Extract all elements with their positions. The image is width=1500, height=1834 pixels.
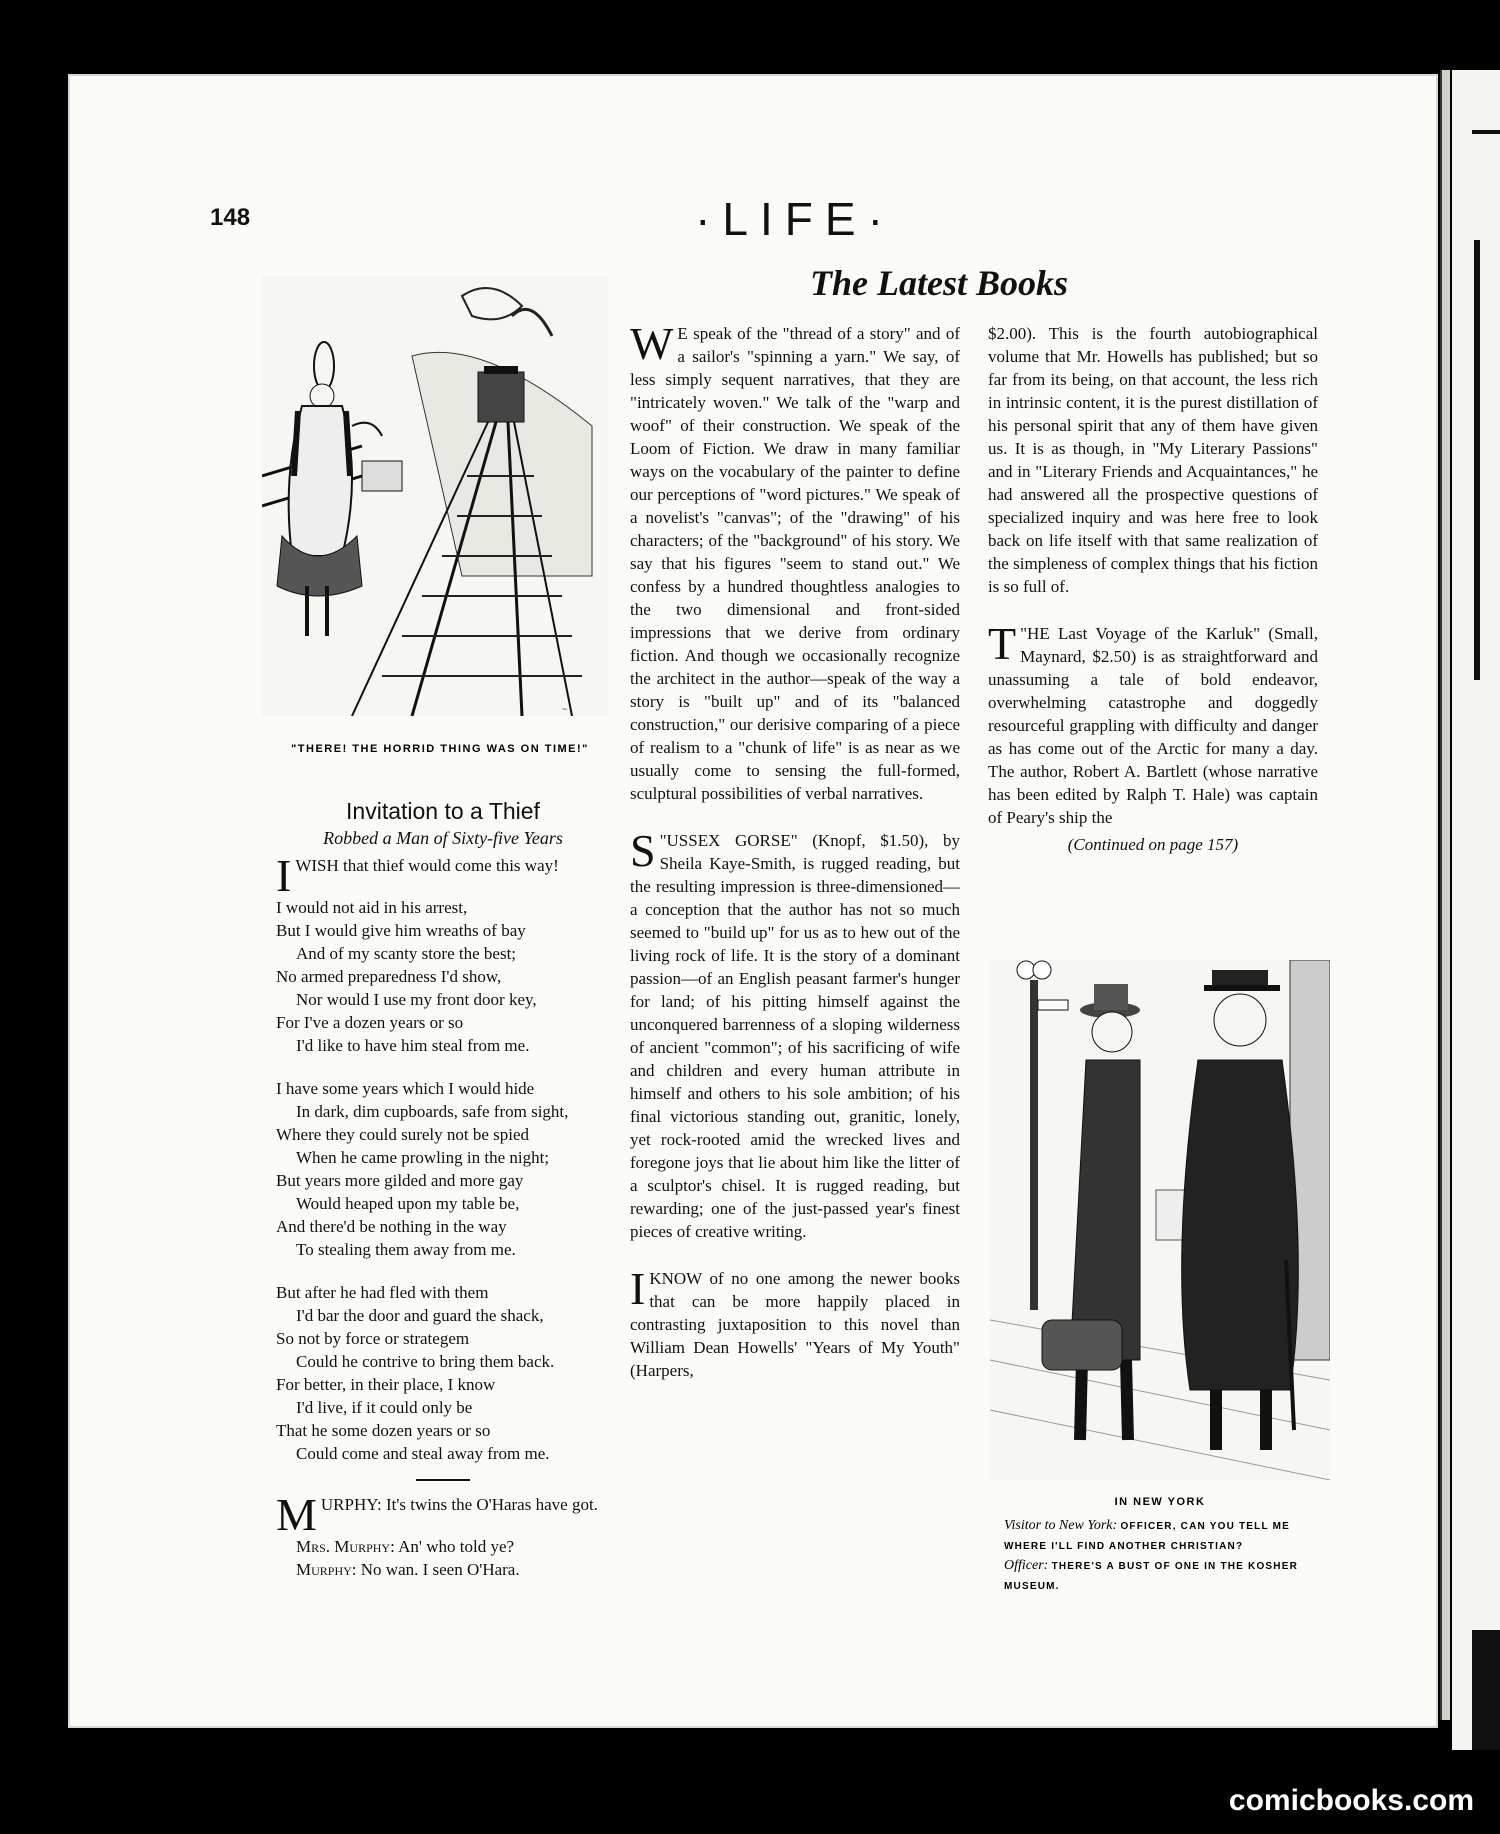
poem-line: Could come and steal away from me. <box>296 1444 550 1463</box>
poem-line: In dark, dim cupboards, safe from sight, <box>296 1102 569 1121</box>
review-column-right <box>988 322 1318 856</box>
review-text: "USSEX GORSE" (Knopf, $1.50), by Sheila Kaye-Smith, is rugged reading, but the resulting impression is three-dimensioned—a conception that the author has not so much seemed to "build up" for us as to hew out of the living rock of life. It is the story of a dominant passion—of an English peasant farmer's hunger for land; of his pitting himself against the unconquered barrenness of a sloping wilderness of ancient "common"; of his sacrificing of wife and children and every human attribute in himself and others to his sole ambition; of his final victorious standing out, granitic, lonely, yet rock-rooted amid the wrecked lives and foregone joys that lie about him like the litter of a sculptor's chisel. It is rugged reading, but rewarding; one of the just-passed year's finest pieces of creative writing. <box>630 831 960 1241</box>
joke-line: URPHY: It's twins the O'Haras have got. <box>320 1495 598 1514</box>
review-dropcap: T <box>988 618 1017 669</box>
review-dropcap: I <box>630 1263 646 1314</box>
review-text: E speak of the "thread of a story" and of a sailor's "spinning a yarn." We say, of less simply sequent narratives, that they are "intricately woven." We talk of the "warp and woof" of their construction. We speak of the Loom of Fiction. We draw in many familiar ways on the vocabulary of the painter to define our perceptions of "word pictures." We speak of a novelist's "canvas"; of the "drawing" of his characters; of the "background" of his story. We say that his figures "seem to stand out." We confess by a hundred thoughtless analogies to the two dimensional and front-sided impressions that we derive from ordinary fiction. And though we occasionally recognize the architect in the author—speak of the way a story is "built up" and of its "balanced construction," our derisive comparing of a piece of realism to a "chunk of life" is as near as we usually come to sensing the full-formed, sculptural possibilities of verbal narratives. <box>630 324 960 803</box>
poem-line: I'd like to have him steal from me. <box>296 1036 530 1055</box>
joke-line: No wan. I seen O'Hara. <box>360 1560 520 1579</box>
site-watermark: comicbooks.com <box>1228 1784 1474 1817</box>
review-dropcap: W <box>630 318 674 369</box>
poem-line: But after he had fled with them <box>276 1283 489 1302</box>
ny-line-officer: THERE'S A BUST OF ONE IN THE KOSHER MUSEUM. <box>1004 1561 1299 1592</box>
poem-line: When he came prowling in the night; <box>296 1148 550 1167</box>
svg-text:~: ~ <box>562 704 568 714</box>
joke-speaker: Murphy: <box>296 1560 357 1579</box>
poem-line: That he some dozen years or so <box>276 1421 491 1440</box>
poem-line: For I've a dozen years or so <box>276 1013 464 1032</box>
poem-stanza-1 <box>276 850 610 1057</box>
ny-speaker-visitor: Visitor to New York: <box>1004 1518 1118 1533</box>
poem-line: I'd live, if it could only be <box>296 1398 473 1417</box>
poem-stanza-2 <box>276 1077 610 1261</box>
poem-line: For better, in their place, I know <box>276 1375 496 1394</box>
ny-speaker-officer: Officer: <box>1004 1558 1049 1573</box>
joke-speaker: Mrs. Murphy: <box>296 1537 395 1556</box>
joke-dropcap: M <box>276 1489 317 1540</box>
poem-line: And there'd be nothing in the way <box>276 1217 507 1236</box>
continued-note: (Continued on page 157) <box>1067 835 1239 854</box>
poem-line: But years more gilded and more gay <box>276 1171 524 1190</box>
poem-line: And of my scanty store the best; <box>296 944 517 963</box>
poem-line: I'd bar the door and guard the shack, <box>296 1306 544 1325</box>
review-paragraph <box>630 825 960 1243</box>
poem-line: No armed preparedness I'd show, <box>276 967 502 986</box>
section-title: The Latest Books <box>810 263 1068 303</box>
poem-line: Where they could surely not be spied <box>276 1125 530 1144</box>
review-paragraph <box>988 618 1318 829</box>
review-paragraph <box>630 1263 960 1382</box>
ny-caption-dialog <box>1004 1516 1320 1596</box>
poem-line: WISH that thief would come this way! <box>295 856 559 875</box>
poem-subtitle: Robbed a Man of Sixty-five Years <box>323 828 563 848</box>
review-dropcap: S <box>630 825 656 876</box>
poem-line: Would heaped upon my table be, <box>296 1194 520 1213</box>
train-caption: "THERE! THE HORRID THING WAS ON TIME!" <box>291 743 589 755</box>
poem-line: Could he contrive to bring them back. <box>296 1352 555 1371</box>
poem-line: I would not aid in his arrest, <box>276 898 468 917</box>
poem-title: Invitation to a Thief <box>346 798 540 824</box>
review-paragraph <box>630 318 960 805</box>
page-number: 148 <box>210 204 251 231</box>
poem-line: Nor would I use my front door key, <box>296 990 537 1009</box>
divider-rule <box>416 1479 470 1481</box>
poem-line: So not by force or strategem <box>276 1329 470 1348</box>
ny-caption-title: IN NEW YORK <box>1114 1496 1206 1508</box>
masthead: ·LIFE· <box>695 193 895 245</box>
review-text: "HE Last Voyage of the Karluk" (Small, Maynard, $2.50) is as straightforward and unassuming a tale of bold endeavor, overwhelming catastrophe and doggedly resourceful grappling with difficulty and danger as has come out of the Arctic for many a day. The author, Robert A. Bartlett (whose narrative has been edited by Ralph T. Hale) was captain of Peary's ship the <box>988 624 1318 827</box>
new-york-illustration <box>990 960 1330 1480</box>
murphy-joke <box>276 1489 610 1581</box>
joke-line: An' who told ye? <box>398 1537 515 1556</box>
poem-line: I have some years which I would hide <box>276 1079 535 1098</box>
poem-column <box>276 800 610 1581</box>
poem-line: But I would give him wreaths of bay <box>276 921 526 940</box>
poem-stanza-3 <box>276 1281 610 1465</box>
adjacent-page-sliver <box>1452 70 1500 1750</box>
review-text: KNOW of no one among the newer books that can be more happily placed in contrasting juxtaposition to this novel than William Dean Howells' "Years of My Youth" (Harpers, <box>630 1269 960 1380</box>
poem-dropcap: I <box>276 850 292 901</box>
train-illustration <box>262 276 608 716</box>
review-column-middle <box>630 318 960 1382</box>
review-paragraph: $2.00). This is the fourth autobiographical volume that Mr. Howells has published; but so far from its being, on that account, the less rich in intrinsic content, it is the purest distillation of his personal spirit that any of them have given us. It is as though, in "My Literary Passions" and in "Literary Friends and Acquaintances," he had answered all the prospective questions of specialized inquiry and was here free to look back on life itself with that same realization of the simpleness of complex things that his fiction is so full of. <box>988 324 1318 596</box>
poem-line: To stealing them away from me. <box>296 1240 516 1259</box>
page-edge <box>1440 70 1450 1720</box>
ny-line-visitor: OFFICER, CAN YOU TELL ME WHERE I'LL FIND ANOTHER CHRISTIAN? <box>1004 1521 1290 1552</box>
